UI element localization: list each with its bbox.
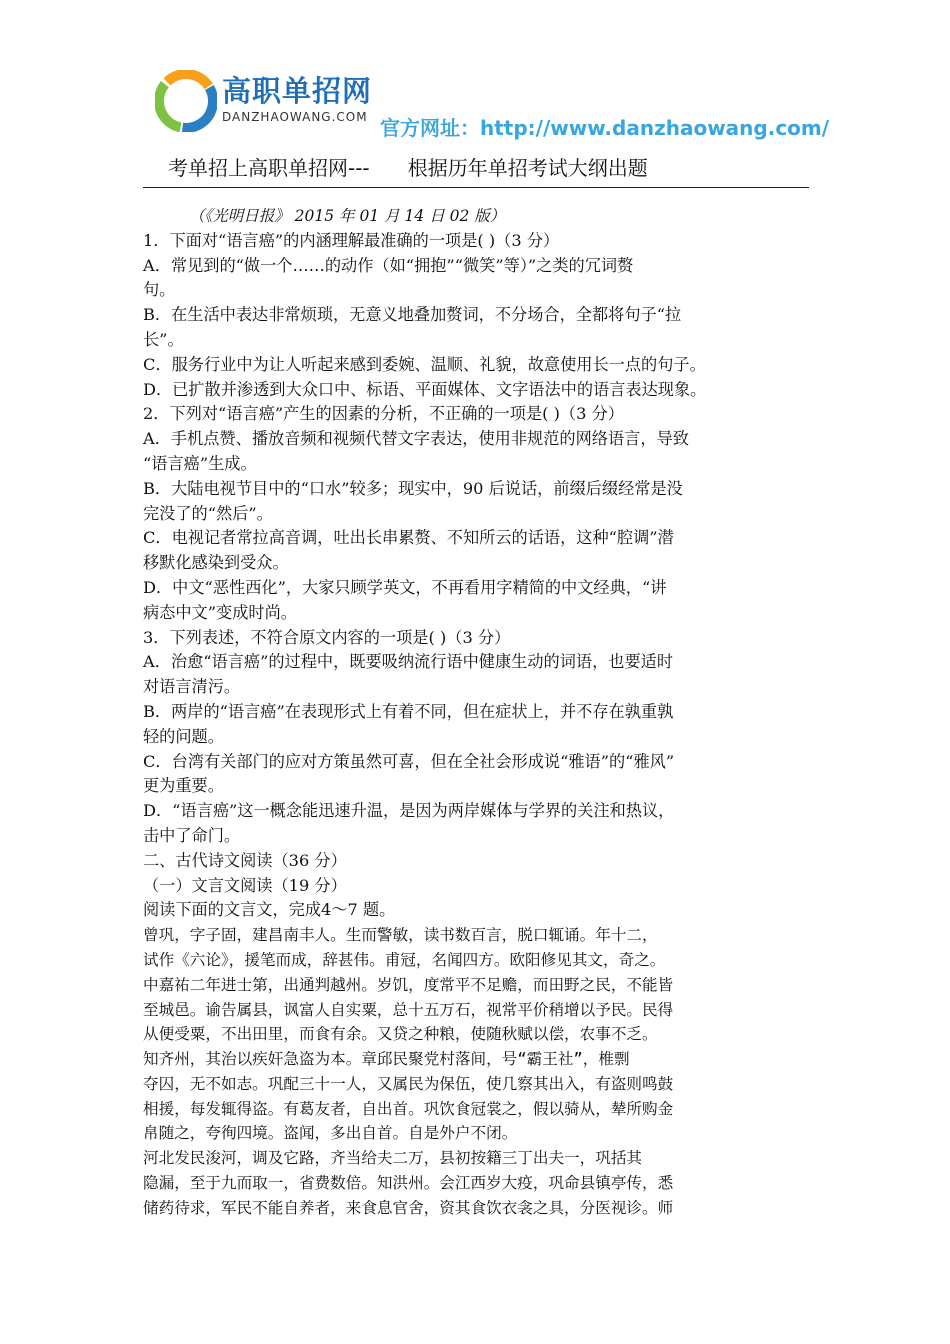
site-url-link[interactable]: 官方网址：http://www.danzhaowang.com/ — [380, 116, 830, 140]
text-line: 3．下列表述，不符合原文内容的一项是( )（3 分） — [143, 627, 511, 647]
text-line: A．常见到的“做一个……的动作（如“拥抱”“微笑”等）”之类的冗词赘 — [143, 255, 634, 275]
passage-line: 河北发民浚河，调及它路，齐当给夫二万，县初按籍三丁出夫一，巩括其 — [143, 1149, 643, 1168]
passage-line: 隐漏，至于九而取一，省费数倍。知洪州。会江西岁大疫，巩命县镇亭传，悉 — [143, 1174, 674, 1193]
text-line: 阅读下面的文言文，完成4～7 题。 — [143, 900, 396, 920]
text-line: C．服务行业中为让人听起来感到委婉、温顺、礼貌，故意使用长一点的句子。 — [143, 354, 706, 374]
text-line: 更为重要。 — [143, 776, 224, 796]
passage-line: 从便受粟，不出田里，而食有余。又贷之种粮，使随秋赋以偿，农事不乏。 — [143, 1025, 658, 1044]
text-line: A．治愈“语言癌”的过程中，既要吸纳流行语中健康生动的词语，也要适时 — [143, 652, 674, 672]
passage-line: 试作《六论》，援笔而成，辞甚伟。甫冠，名闻四方。欧阳修见其文，奇之。 — [143, 950, 666, 969]
text-line: 病态中文”变成时尚。 — [143, 602, 297, 622]
text-line: C．台湾有关部门的应对方策虽然可喜，但在全社会形成说“雅语”的“雅风” — [143, 751, 675, 771]
passage-line: 帛随之，夸徇四境。盗闻，多出自首。自是外户不闭。 — [143, 1124, 518, 1143]
passage-line: 相援，每发辄得盗。有葛友者，自出首。巩饮食冠裳之，假以骑从，辇所购金 — [143, 1099, 674, 1118]
passage-line: 储药待求，军民不能自养者，来食息官舍，资其食饮衣衾之具，分医视诊。师 — [143, 1198, 674, 1217]
text-line: D．已扩散并渗透到大众口中、标语、平面媒体、文字语法中的语言表达现象。 — [143, 379, 707, 399]
text-line: 二、古代诗文阅读（36 分） — [143, 850, 347, 870]
text-line: 移默化感染到受众。 — [143, 553, 289, 573]
passage-line: 至城邑。谕告属县，讽富人自实粟，总十五万石，视常平价稍增以予民。民得 — [143, 1000, 674, 1019]
classical-passage — [143, 923, 811, 1221]
text-line: （一）文言文阅读（19 分） — [143, 875, 347, 895]
text-line: 轻的问题。 — [143, 726, 224, 746]
text-line: D．“语言癌”这一概念能迅速升温，是因为两岸媒体与学界的关注和热议， — [143, 801, 675, 821]
text-line: 完没了的“然后”。 — [143, 503, 273, 523]
passage-line: 知齐州，其治以疾奸急盗为本。章邱民聚党村落间，号“霸王社”，椎剽 — [143, 1050, 630, 1069]
question-text — [143, 229, 811, 923]
text-line: 长”。 — [143, 329, 184, 349]
site-logo-icon — [155, 70, 217, 132]
text-line: D．中文“恶性西化”，大家只顾学英文，不再看用字精简的中文经典，“讲 — [143, 577, 667, 597]
passage-line: 中嘉祐二年进士第，出通判越州。岁饥，度常平不足赡，而田野之民，不能皆 — [143, 975, 674, 994]
text-line: 击中了命门。 — [143, 825, 241, 845]
text-line: B．两岸的“语言癌”在表现形式上有着不同，但在症状上，并不存在孰重孰 — [143, 701, 674, 721]
passage-line: 曾巩，字子固，建昌南丰人。生而警敏，读书数百言，脱口辄诵。年十二， — [143, 926, 658, 945]
passage-line: 夺囚，无不如志。巩配三十一人，又属民为保伍，使几察其出入，有盗则鸣鼓 — [143, 1074, 674, 1093]
article-source: （《光明日报》 2015 年 01 月 14 日 02 版） — [189, 207, 506, 225]
text-line: C．电视记者常拉高音调，吐出长串累赘、不知所云的话语，这种“腔调”潜 — [143, 528, 674, 548]
text-line: “语言癌”生成。 — [143, 453, 257, 473]
brand — [222, 74, 372, 124]
document-body — [143, 204, 811, 1221]
brand-name: 高职单招网 — [222, 74, 373, 108]
header-divider — [143, 187, 809, 188]
text-line: 句。 — [143, 280, 176, 300]
brand-domain: DANZHAOWANG.COM — [222, 110, 368, 124]
text-line: B．在生活中表达非常烦琐，无意义地叠加赘词，不分场合，全都将句子“拉 — [143, 305, 682, 325]
text-line: B．大陆电视节目中的“口水”较多；现实中，90 后说话，前缀后缀经常是没 — [143, 478, 683, 498]
text-line: 2．下列对“语言癌”产生的因素的分析，不正确的一项是( )（3 分） — [143, 404, 624, 424]
text-line: A．手机点赞、播放音频和视频代替文字表达，使用非规范的网络语言，导致 — [143, 429, 689, 449]
page-tagline: 考单招上高职单招网--- 根据历年单招考试大纲出题 — [168, 156, 648, 180]
text-line: 1．下面对“语言癌”的内涵理解最准确的一项是( )（3 分） — [143, 230, 560, 250]
text-line: 对语言清污。 — [143, 677, 241, 697]
